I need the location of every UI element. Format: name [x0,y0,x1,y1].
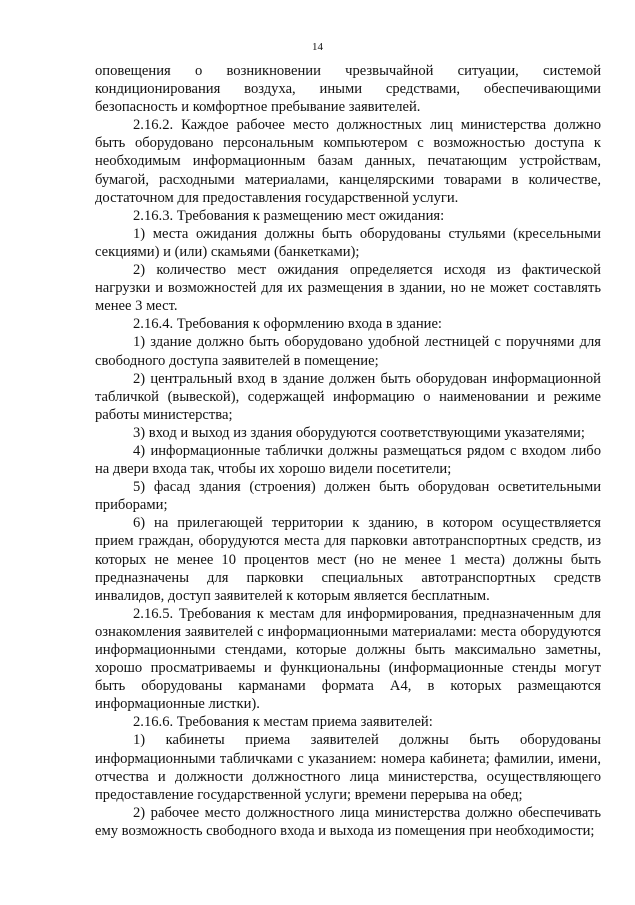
paragraph: 3) вход и выход из здания оборудуются соответствующими указателями; [133,424,585,441]
paragraph: 4) информационные таблички должны размещаться рядом с входом либо на двери входа так, чтобы их хорошо видели посетители; [95,442,601,478]
paragraph: 2) количество мест ожидания определяется исходя из фактической нагрузки и возможностей для их размещения в здании, но не может составлять менее 3 мест. [95,262,601,315]
paragraph: 2) центральный вход в здание должен быть оборудован информационной табличкой (вывеской), содержащей информацию о наименовании и режиме работы министерства; [95,370,601,423]
document-body [95,62,601,840]
paragraph: 1) здание должно быть оборудовано удобной лестницей с поручнями для свободного доступа заявителей в помещение; [95,334,601,369]
paragraph: 2) рабочее место должностного лица министерства должно обеспечивать ему возможность свободного входа и выхода из помещения при необходимости; [95,804,601,839]
paragraph: 2.16.6. Требования к местам приема заявителей: [133,714,433,731]
paragraph: 2.16.2. Каждое рабочее место должностных лиц министерства должно быть оборудовано персональным компьютером с возможностью доступа к необходимым информационным базам данных, печатающим устройствам, бумагой, расходными материалами, канцелярскими товарами в количестве, достаточном для предоставления государственной услуги. [95,117,601,206]
page-number: 14 [312,41,323,53]
paragraph: 2.16.5. Требования к местам для информирования, предназначенным для ознакомления заявителей с информационными материалами: места оборудуются информационными стендами, которые должны быть максимально заметны, хорошо просматриваемы и функциональны (информационные стенды могут быть оборудованы карманами формата А4, в которых размещаются информационные листки). [95,605,601,713]
paragraph: 2.16.3. Требования к размещению мест ожидания: [133,207,445,224]
paragraph: 5) фасад здания (строения) должен быть оборудован осветительными приборами; [95,479,601,514]
paragraph: оповещения о возникновении чрезвычайной ситуации, системой кондиционирования воздуха, иными средствами, обеспечивающими безопасность и комфортное пребывание заявителей. [95,63,601,116]
paragraph: 1) кабинеты приема заявителей должны быть оборудованы информационными табличками с указанием: номера кабинета; фамилии, имени, отчества и должности должностного лица министерства, осуществляющего предоставление государственной услуги; времени перерыва на обед; [95,732,601,803]
paragraph: 1) места ожидания должны быть оборудованы стульями (кресельными секциями) и (или) скамьями (банкетками); [95,225,601,260]
paragraph: 2.16.4. Требования к оформлению входа в здание: [133,316,442,333]
paragraph: 6) на прилегающей территории к зданию, в котором осуществляется прием граждан, оборудуются места для парковки автотранспортных средств, из которых не менее 10 процентов мест (но не менее 1 места) должны быть предназначены для парковки специальных автотранспортных средств инвалидов, доступ заявителей к которым является бесплатным. [95,515,601,604]
